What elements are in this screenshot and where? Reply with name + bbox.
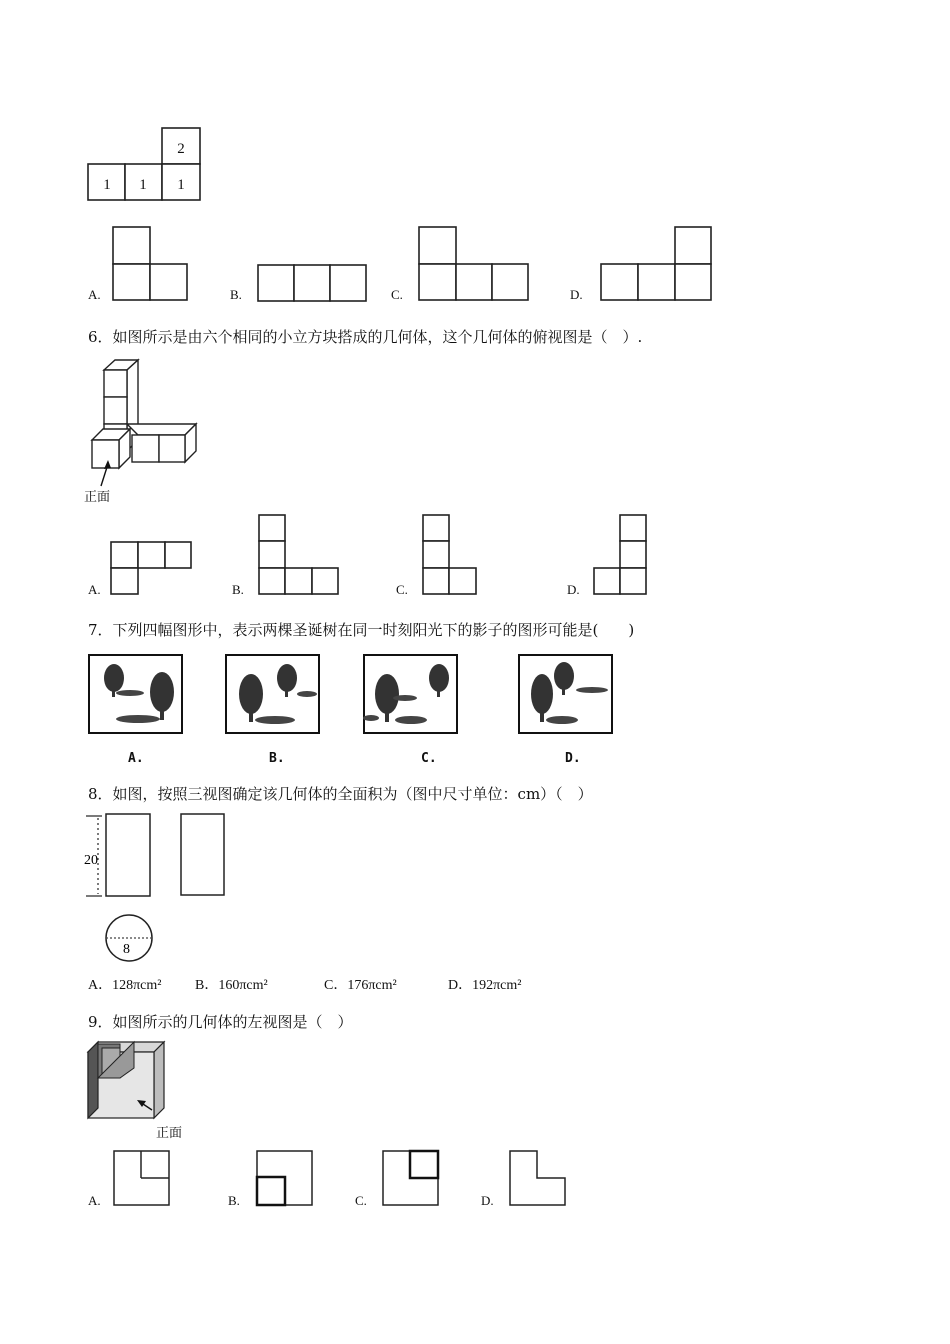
q5-option-a-figure — [112, 226, 192, 306]
q5-option-b-figure — [257, 264, 372, 304]
q9-question-text: 9．如图所示的几何体的左视图是（ ） — [88, 1013, 353, 1031]
q5-option-c-figure — [418, 226, 533, 306]
q9-option-d-label[interactable]: D. — [481, 1193, 494, 1208]
q8-height-label: 20 — [84, 853, 98, 868]
q5-option-d-label[interactable]: D. — [570, 287, 583, 302]
q7-question-text: 7．下列四幅图形中，表示两棵圣诞树在同一时刻阳光下的影子的图形可能是( ) — [88, 621, 635, 639]
q9-option-a-label[interactable]: A. — [88, 1193, 101, 1208]
q7-option-a-label[interactable]: A. — [128, 751, 144, 766]
q9-solid-figure — [84, 1040, 194, 1145]
q8-option-a[interactable]: A．128πcm² — [88, 978, 162, 993]
q7-picture-d[interactable] — [518, 654, 613, 734]
q9-front-label: 正面 — [156, 1126, 183, 1141]
q8-three-views-figure — [84, 810, 234, 970]
q9-option-c-label[interactable]: C. — [355, 1193, 367, 1208]
q5-top-view-figure — [86, 126, 206, 206]
q9-option-d-figure — [509, 1150, 569, 1210]
q6-front-label: 正面 — [84, 490, 111, 505]
q6-option-c-label[interactable]: C. — [396, 582, 408, 597]
q7-option-b-label[interactable]: B. — [269, 751, 285, 766]
q6-option-a-label[interactable]: A. — [88, 582, 101, 597]
q6-option-d-figure — [593, 514, 653, 599]
q9-option-b-figure — [256, 1150, 316, 1210]
q5-num-1b: 1 — [139, 177, 147, 193]
q7-picture-c[interactable] — [363, 654, 458, 734]
q8-question-text: 8．如图，按照三视图确定该几何体的全面积为（图中尺寸单位：cm）（ ） — [88, 785, 593, 803]
q7-option-c-label[interactable]: C. — [421, 751, 437, 766]
q5-num-2: 2 — [177, 141, 185, 157]
q7-option-d-label[interactable]: D. — [565, 751, 581, 766]
q6-option-c-figure — [422, 514, 482, 599]
q8-option-c[interactable]: C．176πcm² — [324, 978, 397, 993]
q7-picture-b[interactable] — [225, 654, 320, 734]
q8-option-d[interactable]: D．192πcm² — [448, 978, 522, 993]
q5-option-a-label[interactable]: A. — [88, 287, 101, 302]
q7-picture-a[interactable] — [88, 654, 183, 734]
q9-option-c-figure — [382, 1150, 442, 1210]
q5-num-1c: 1 — [177, 177, 185, 193]
q6-option-d-label[interactable]: D. — [567, 582, 580, 597]
q6-cube-figure — [84, 356, 204, 506]
q9-option-b-label[interactable]: B. — [228, 1193, 240, 1208]
q5-option-b-label[interactable]: B. — [230, 287, 242, 302]
q8-diameter-label: 8 — [123, 942, 130, 957]
q6-option-b-label[interactable]: B. — [232, 582, 244, 597]
q6-question-text: 6．如图所示是由六个相同的小立方块搭成的几何体，这个几何体的俯视图是（ ）. — [88, 328, 643, 346]
q8-option-b[interactable]: B．160πcm² — [195, 978, 268, 993]
q9-option-a-figure — [113, 1150, 173, 1210]
q6-option-a-figure — [110, 541, 195, 601]
q5-option-c-label[interactable]: C. — [391, 287, 403, 302]
q6-option-b-figure — [258, 514, 343, 599]
q5-num-1a: 1 — [103, 177, 111, 193]
q5-option-d-figure — [600, 226, 715, 306]
